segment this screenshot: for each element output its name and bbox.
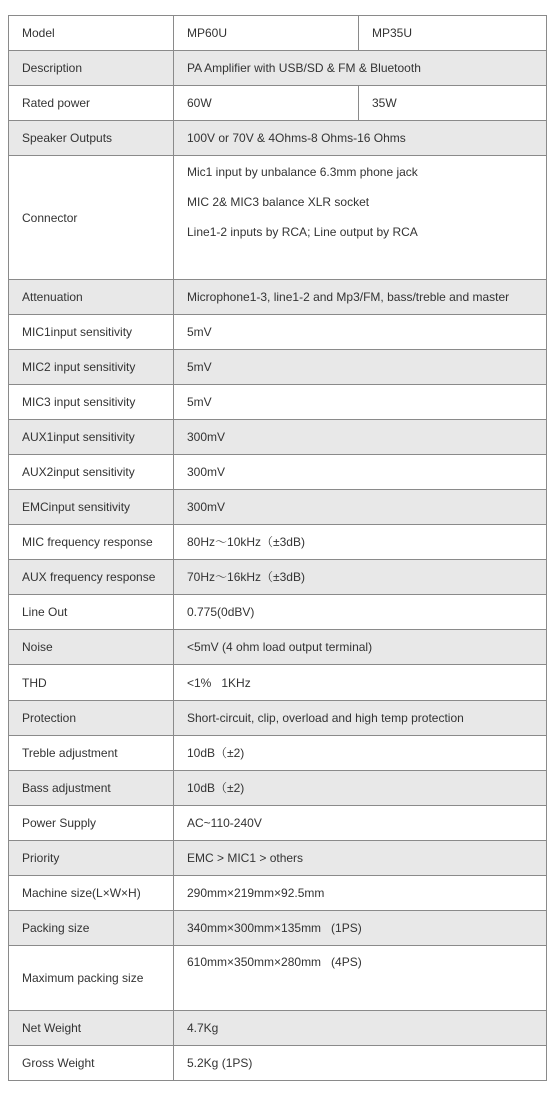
table-row — [9, 86, 547, 121]
row-label-power-supply: Power Supply — [9, 806, 174, 841]
cell-power-supply: AC~110-240V — [174, 806, 547, 841]
table-row — [9, 121, 547, 156]
table-row — [9, 51, 547, 86]
cell-emc-sensitivity: 300mV — [174, 490, 547, 525]
row-label-thd: THD — [9, 665, 174, 701]
row-label-rated-power: Rated power — [9, 86, 174, 121]
table-row — [9, 280, 547, 315]
table-row — [9, 16, 547, 51]
row-label-aux1-sensitivity: AUX1input sensitivity — [9, 420, 174, 455]
row-label-model: Model — [9, 16, 174, 51]
row-label-speaker-outputs: Speaker Outputs — [9, 121, 174, 156]
cell-machine-size: 290mm×219mm×92.5mm — [174, 876, 547, 911]
table-row — [9, 1046, 547, 1081]
connector-line: Line1-2 inputs by RCA; Line output by RCA — [187, 225, 418, 239]
cell-packing-size: 340mm×300mm×135mm (1PS) — [174, 911, 547, 946]
table-row — [9, 630, 547, 665]
table-row — [9, 315, 547, 350]
row-label-aux2-sensitivity: AUX2input sensitivity — [9, 455, 174, 490]
table-row — [9, 806, 547, 841]
cell-protection: Short-circuit, clip, overload and high temp protection — [174, 701, 547, 736]
table-row — [9, 490, 547, 525]
row-label-protection: Protection — [9, 701, 174, 736]
cell-description: PA Amplifier with USB/SD & FM & Bluetooth — [174, 51, 547, 86]
cell-noise: <5mV (4 ohm load output terminal) — [174, 630, 547, 665]
table-row — [9, 736, 547, 771]
row-label-aux-frequency: AUX frequency response — [9, 560, 174, 595]
table-row — [9, 385, 547, 420]
row-label-line-out: Line Out — [9, 595, 174, 630]
cell-aux1-sensitivity: 300mV — [174, 420, 547, 455]
table-row — [9, 595, 547, 630]
cell-line-out: 0.775(0dBV) — [174, 595, 547, 630]
cell-speaker-outputs: 100V or 70V & 4Ohms-8 Ohms-16 Ohms — [174, 121, 547, 156]
cell-mic1-sensitivity: 5mV — [174, 315, 547, 350]
row-label-net-weight: Net Weight — [9, 1011, 174, 1046]
table-row — [9, 420, 547, 455]
table-row — [9, 701, 547, 736]
row-label-priority: Priority — [9, 841, 174, 876]
cell-aux2-sensitivity: 300mV — [174, 455, 547, 490]
cell-max-packing-size: 610mm×350mm×280mm (4PS) — [174, 946, 547, 1011]
cell-mic2-sensitivity: 5mV — [174, 350, 547, 385]
connector-line: Mic1 input by unbalance 6.3mm phone jack — [187, 165, 418, 179]
cell-thd: <1% 1KHz — [174, 665, 547, 701]
row-label-machine-size: Machine size(L×W×H) — [9, 876, 174, 911]
cell-model-mp60u: MP60U — [174, 16, 359, 51]
table-row — [9, 841, 547, 876]
row-label-mic1-sensitivity: MIC1input sensitivity — [9, 315, 174, 350]
row-label-connector: Connector — [9, 156, 174, 280]
table-row — [9, 876, 547, 911]
cell-model-mp35u: MP35U — [359, 16, 547, 51]
row-label-mic3-sensitivity: MIC3 input sensitivity — [9, 385, 174, 420]
table-row — [9, 350, 547, 385]
table-row — [9, 156, 547, 280]
table-row — [9, 946, 547, 1011]
connector-line: MIC 2& MIC3 balance XLR socket — [187, 195, 370, 209]
cell-bass: 10dB（±2) — [174, 771, 547, 806]
table-row — [9, 560, 547, 595]
cell-connector — [174, 156, 547, 280]
row-label-bass: Bass adjustment — [9, 771, 174, 806]
cell-rated-power-mp60u: 60W — [174, 86, 359, 121]
row-label-treble: Treble adjustment — [9, 736, 174, 771]
cell-mic3-sensitivity: 5mV — [174, 385, 547, 420]
cell-mic-frequency: 80Hz～10kHz（±3dB) — [174, 525, 547, 560]
table-row — [9, 665, 547, 701]
cell-priority: EMC > MIC1 > others — [174, 841, 547, 876]
cell-net-weight: 4.7Kg — [174, 1011, 547, 1046]
row-label-attenuation: Attenuation — [9, 280, 174, 315]
row-label-description: Description — [9, 51, 174, 86]
row-label-mic2-sensitivity: MIC2 input sensitivity — [9, 350, 174, 385]
table-row — [9, 911, 547, 946]
row-label-max-packing-size: Maximum packing size — [9, 946, 174, 1011]
table-row — [9, 455, 547, 490]
table-row — [9, 1011, 547, 1046]
cell-rated-power-mp35u: 35W — [359, 86, 547, 121]
row-label-noise: Noise — [9, 630, 174, 665]
table-row — [9, 771, 547, 806]
cell-gross-weight: 5.2Kg (1PS) — [174, 1046, 547, 1081]
row-label-gross-weight: Gross Weight — [9, 1046, 174, 1081]
cell-attenuation: Microphone1-3, line1-2 and Mp3/FM, bass/treble and master — [174, 280, 547, 315]
cell-treble: 10dB（±2) — [174, 736, 547, 771]
row-label-emc-sensitivity: EMCinput sensitivity — [9, 490, 174, 525]
spec-table — [8, 15, 547, 1081]
table-row — [9, 525, 547, 560]
cell-aux-frequency: 70Hz～16kHz（±3dB) — [174, 560, 547, 595]
row-label-mic-frequency: MIC frequency response — [9, 525, 174, 560]
row-label-packing-size: Packing size — [9, 911, 174, 946]
